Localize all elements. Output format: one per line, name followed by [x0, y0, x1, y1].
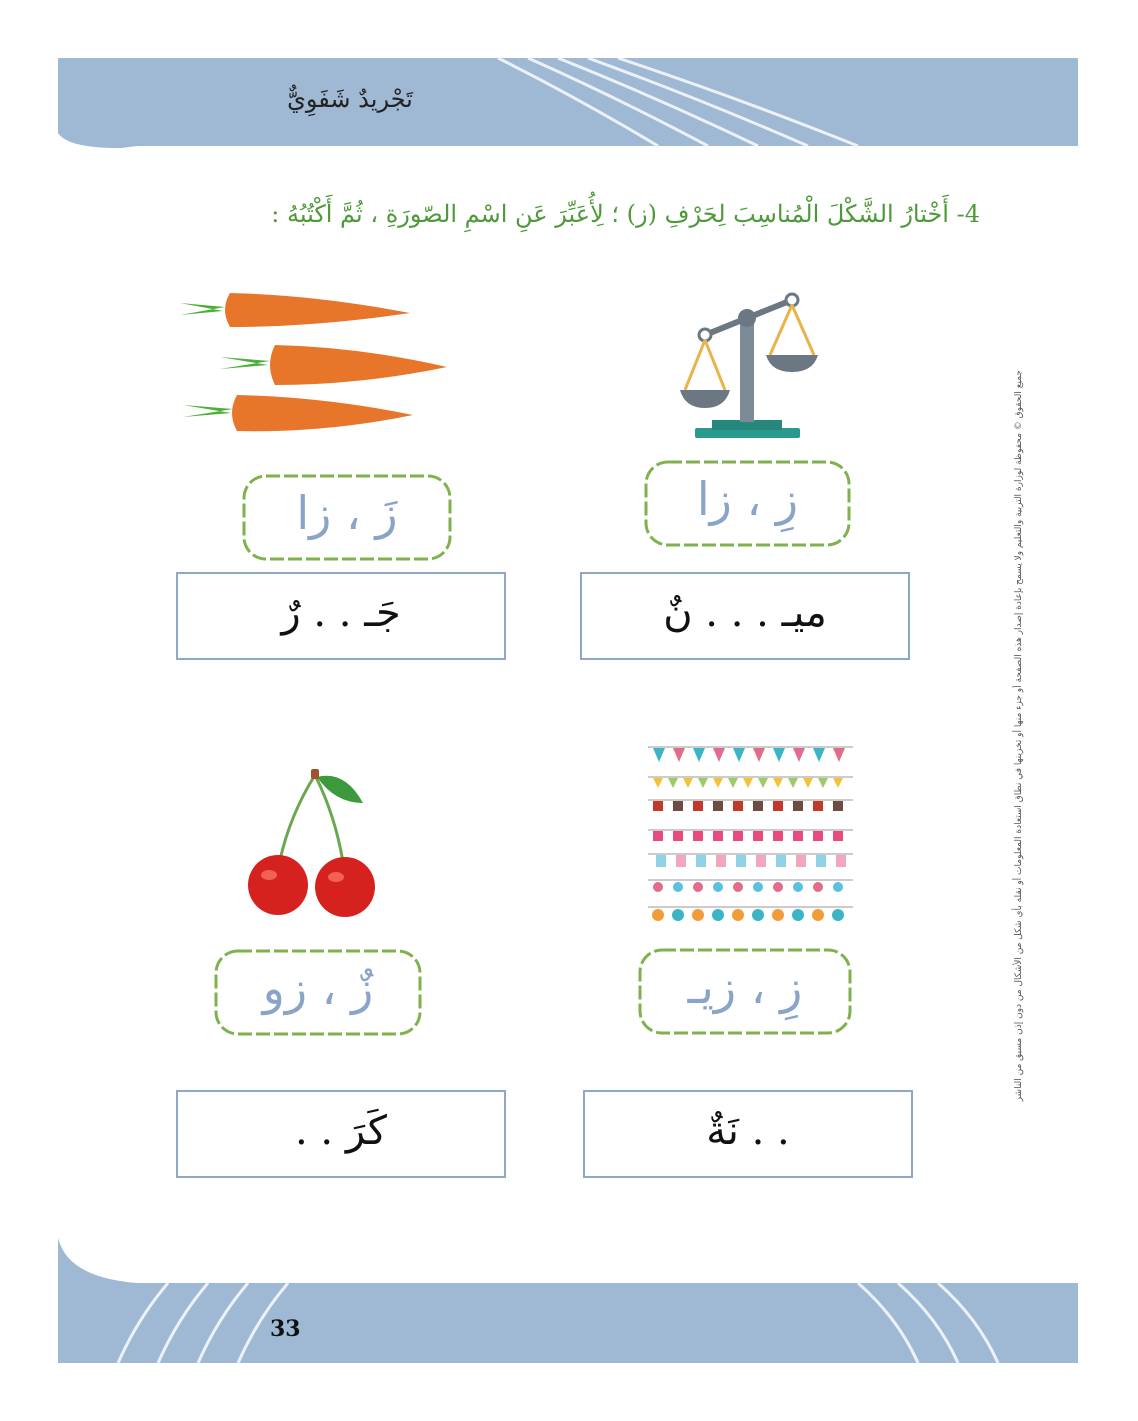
answer-text-3: . . نَةٌ	[706, 1108, 790, 1154]
answer-box-2[interactable]	[176, 572, 506, 660]
choice-cloud-4	[210, 945, 426, 1040]
answer-box-3[interactable]	[583, 1090, 913, 1178]
choice-text-3: زِ ، زيـ	[687, 960, 803, 1014]
answer-text-4: كَرَ . .	[295, 1108, 387, 1154]
footer-band	[58, 1238, 1078, 1363]
choice-text-2: زَ ، زا	[296, 486, 398, 540]
copyright-note: جميع الحقوق © محفوظة لوزارة التربية والتعليم ولا يسمح بإعادة إصدار هذه الصفحة أو جزء منها أو تخزينها في نطاق استعادة المعلومات أو نقله بأي شكل من الأشكال من دون إذن مسبق من الناشر	[1014, 370, 1024, 1102]
cherries-icon	[245, 765, 380, 920]
carrots-icon	[175, 285, 450, 435]
section-title: تَجْريدٌ شَفَوِيٌّ	[287, 85, 413, 113]
instruction	[180, 200, 980, 228]
choice-text-1: زِ ، زا	[696, 472, 799, 526]
choice-text-4: زٌ ، زو	[262, 961, 374, 1015]
bunting-icon	[648, 742, 853, 927]
answer-text-2: جَـ . . رٌ	[281, 590, 401, 636]
header-band	[58, 58, 1078, 188]
choice-cloud-1	[640, 456, 855, 551]
answer-text-1: ميـ . . . نٌ	[663, 590, 827, 636]
choice-cloud-2	[238, 470, 456, 565]
answer-box-4[interactable]	[176, 1090, 506, 1178]
scale-icon	[670, 290, 820, 440]
instruction-text: أَخْتارُ الشَّكْلَ الْمُناسِبَ لِحَرْفِ (ز) ؛ لِأُعَبِّرَ عَنِ اسْمِ الصّورَةِ ، ثُمَّ أَكْتُبُهُ :	[271, 200, 949, 228]
page-number: 33	[270, 1316, 301, 1342]
answer-box-1[interactable]	[580, 572, 910, 660]
instruction-number: 4-	[956, 200, 980, 228]
choice-cloud-3	[634, 944, 856, 1039]
